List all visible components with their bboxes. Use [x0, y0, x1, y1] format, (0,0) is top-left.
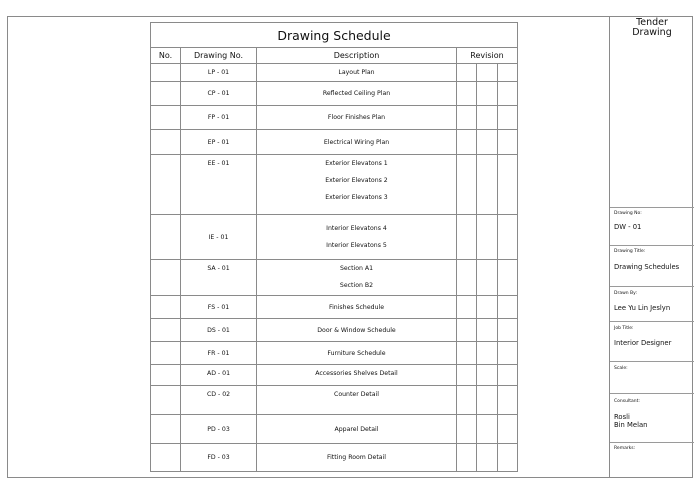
revision-cell — [477, 319, 498, 342]
title-block-divider — [610, 286, 694, 287]
revision-cell — [457, 215, 477, 260]
row-number-cell — [151, 260, 181, 296]
row-number-cell — [151, 444, 181, 472]
title-block-divider — [610, 207, 694, 208]
row-number-cell — [151, 82, 181, 106]
drawn-by-value: Lee Yu Lin Jeslyn — [614, 304, 671, 312]
table-row — [151, 342, 518, 365]
drawing-title-value: Drawing Schedules — [614, 263, 680, 271]
drawing-number: AD - 01 — [206, 370, 231, 377]
description-cell — [257, 386, 457, 415]
row-number-cell — [151, 296, 181, 319]
row-number-cell — [151, 342, 181, 365]
scale-label: Scale: — [614, 366, 628, 371]
table-row — [151, 415, 518, 444]
description-cell — [257, 444, 457, 472]
revision-cell — [498, 444, 518, 472]
description-line: Interior Elevatons 4 — [326, 225, 387, 232]
description-line: Door & Window Schedule — [317, 326, 396, 334]
description-line: Section A1 — [339, 265, 374, 272]
drawing-number: LP - 01 — [207, 69, 230, 76]
description-cell — [257, 342, 457, 365]
description-cell — [257, 215, 457, 260]
revision-cell — [477, 130, 498, 155]
revision-cell — [498, 260, 518, 296]
column-header-revision: Revision — [457, 48, 518, 64]
table-row — [151, 130, 518, 155]
drawing-number: PD - 03 — [207, 425, 230, 433]
revision-cell — [457, 296, 477, 319]
row-number-cell — [151, 64, 181, 82]
revision-cell — [498, 155, 518, 215]
table-row — [151, 319, 518, 342]
revision-cell — [457, 260, 477, 296]
job-title-value: Interior Designer — [614, 339, 672, 347]
drawing-number: FR - 01 — [207, 349, 230, 357]
drawing-number-cell — [181, 130, 257, 155]
drawing-number-cell — [181, 365, 257, 386]
revision-cell — [457, 155, 477, 215]
description-line: Accessories Shelves Detail — [315, 370, 398, 377]
description-cell — [257, 106, 457, 130]
description-line: Layout Plan — [338, 69, 375, 76]
revision-cell — [498, 130, 518, 155]
title-block-divider — [610, 393, 694, 394]
drawing-number-cell — [181, 215, 257, 260]
table-row — [151, 106, 518, 130]
revision-cell — [457, 342, 477, 365]
title-block-divider — [610, 442, 694, 443]
drawing-number: DS - 01 — [207, 326, 230, 334]
revision-cell — [477, 342, 498, 365]
drawing-number: FS - 01 — [207, 303, 230, 311]
drawing-number-cell — [181, 415, 257, 444]
drawing-number-cell — [181, 106, 257, 130]
schedule-title: Drawing Schedule — [151, 23, 518, 48]
description-line: Exterior Elevatons 2 — [325, 177, 388, 184]
description-line: Exterior Elevatons 3 — [325, 194, 388, 201]
drawn-by-label: Drawn By: — [614, 291, 637, 296]
revision-cell — [498, 215, 518, 260]
table-row — [151, 260, 518, 296]
revision-cell — [457, 64, 477, 82]
drawing-schedule-table — [150, 22, 518, 472]
drawing-number-cell — [181, 296, 257, 319]
title-block-divider — [610, 361, 694, 362]
revision-cell — [498, 365, 518, 386]
revision-cell — [457, 130, 477, 155]
revision-cell — [477, 444, 498, 472]
table-row — [151, 296, 518, 319]
description-line: Furniture Schedule — [327, 349, 386, 357]
description-cell — [257, 296, 457, 319]
revision-cell — [457, 319, 477, 342]
table-row — [151, 155, 518, 215]
row-number-cell — [151, 365, 181, 386]
column-header-drawing-no: Drawing No. — [181, 48, 257, 64]
row-number-cell — [151, 415, 181, 444]
drawing-number-cell — [181, 386, 257, 415]
description-line: Interior Elevatons 5 — [326, 242, 387, 249]
drawing-number-cell — [181, 260, 257, 296]
revision-cell — [498, 296, 518, 319]
table-row — [151, 82, 518, 106]
description-cell — [257, 319, 457, 342]
drawing-number: CP - 01 — [207, 90, 230, 97]
description-line: Counter Detail — [334, 391, 379, 398]
revision-cell — [457, 82, 477, 106]
row-number-cell — [151, 130, 181, 155]
revision-cell — [477, 106, 498, 130]
column-header-description: Description — [257, 48, 457, 64]
drawing-number-cell — [181, 342, 257, 365]
drawing-number: CD - 02 — [206, 391, 231, 398]
revision-cell — [457, 386, 477, 415]
description-cell — [257, 415, 457, 444]
title-block-heading: Tender Drawing — [632, 17, 672, 38]
revision-cell — [457, 365, 477, 386]
row-number-cell — [151, 106, 181, 130]
revision-cell — [498, 106, 518, 130]
description-line: Fitting Room Detail — [326, 454, 387, 461]
description-line: Electrical Wiring Plan — [323, 138, 390, 146]
drawing-number: IE - 01 — [208, 233, 229, 241]
revision-cell — [477, 260, 498, 296]
drawing-number-cell — [181, 155, 257, 215]
drawing-title-label: Drawing Title: — [614, 249, 646, 254]
description-line: Exterior Elevatons 1 — [325, 160, 388, 167]
drawing-number-cell — [181, 319, 257, 342]
row-number-cell — [151, 215, 181, 260]
row-number-cell — [151, 319, 181, 342]
drawing-no-label: Drawing No: — [614, 211, 642, 216]
description-cell — [257, 130, 457, 155]
drawing-number-cell — [181, 82, 257, 106]
remarks-label: Remarks: — [614, 446, 636, 451]
revision-cell — [457, 444, 477, 472]
revision-cell — [477, 415, 498, 444]
title-block — [609, 16, 693, 478]
revision-cell — [498, 64, 518, 82]
revision-cell — [498, 82, 518, 106]
drawing-number: EP - 01 — [207, 138, 230, 146]
table-row — [151, 444, 518, 472]
description-line: Section B2 — [339, 282, 374, 289]
description-line: Reflected Ceiling Plan — [322, 90, 391, 97]
revision-cell — [477, 386, 498, 415]
revision-cell — [477, 155, 498, 215]
drawing-number-cell — [181, 64, 257, 82]
title-block-divider — [610, 245, 694, 246]
drawing-no-value: DW - 01 — [614, 223, 642, 231]
table-row — [151, 64, 518, 82]
description-cell — [257, 82, 457, 106]
description-cell — [257, 64, 457, 82]
revision-cell — [498, 342, 518, 365]
job-title-label: Job Title: — [614, 326, 634, 331]
table-row — [151, 215, 518, 260]
drawing-number: FD - 03 — [207, 454, 230, 461]
description-cell — [257, 260, 457, 296]
description-line: Finishes Schedule — [328, 303, 385, 311]
consultant-value: Rosli Bin Melan — [614, 413, 648, 429]
drawing-number-cell — [181, 444, 257, 472]
revision-cell — [477, 365, 498, 386]
drawing-number: SA - 01 — [207, 265, 230, 272]
revision-cell — [498, 386, 518, 415]
description-cell — [257, 365, 457, 386]
revision-cell — [498, 319, 518, 342]
revision-cell — [457, 106, 477, 130]
revision-cell — [498, 415, 518, 444]
revision-cell — [477, 296, 498, 319]
drawing-number: FP - 01 — [207, 114, 230, 121]
drawing-number: EE - 01 — [207, 160, 230, 167]
revision-cell — [477, 64, 498, 82]
table-row — [151, 365, 518, 386]
row-number-cell — [151, 155, 181, 215]
column-header-no: No. — [151, 48, 181, 64]
row-number-cell — [151, 386, 181, 415]
revision-cell — [477, 215, 498, 260]
description-line: Apparel Detail — [334, 425, 379, 433]
description-line: Floor Finishes Plan — [327, 114, 386, 121]
description-cell — [257, 155, 457, 215]
table-row — [151, 386, 518, 415]
revision-cell — [477, 82, 498, 106]
consultant-label: Consultant: — [614, 399, 640, 404]
revision-cell — [457, 415, 477, 444]
title-block-divider — [610, 321, 694, 322]
